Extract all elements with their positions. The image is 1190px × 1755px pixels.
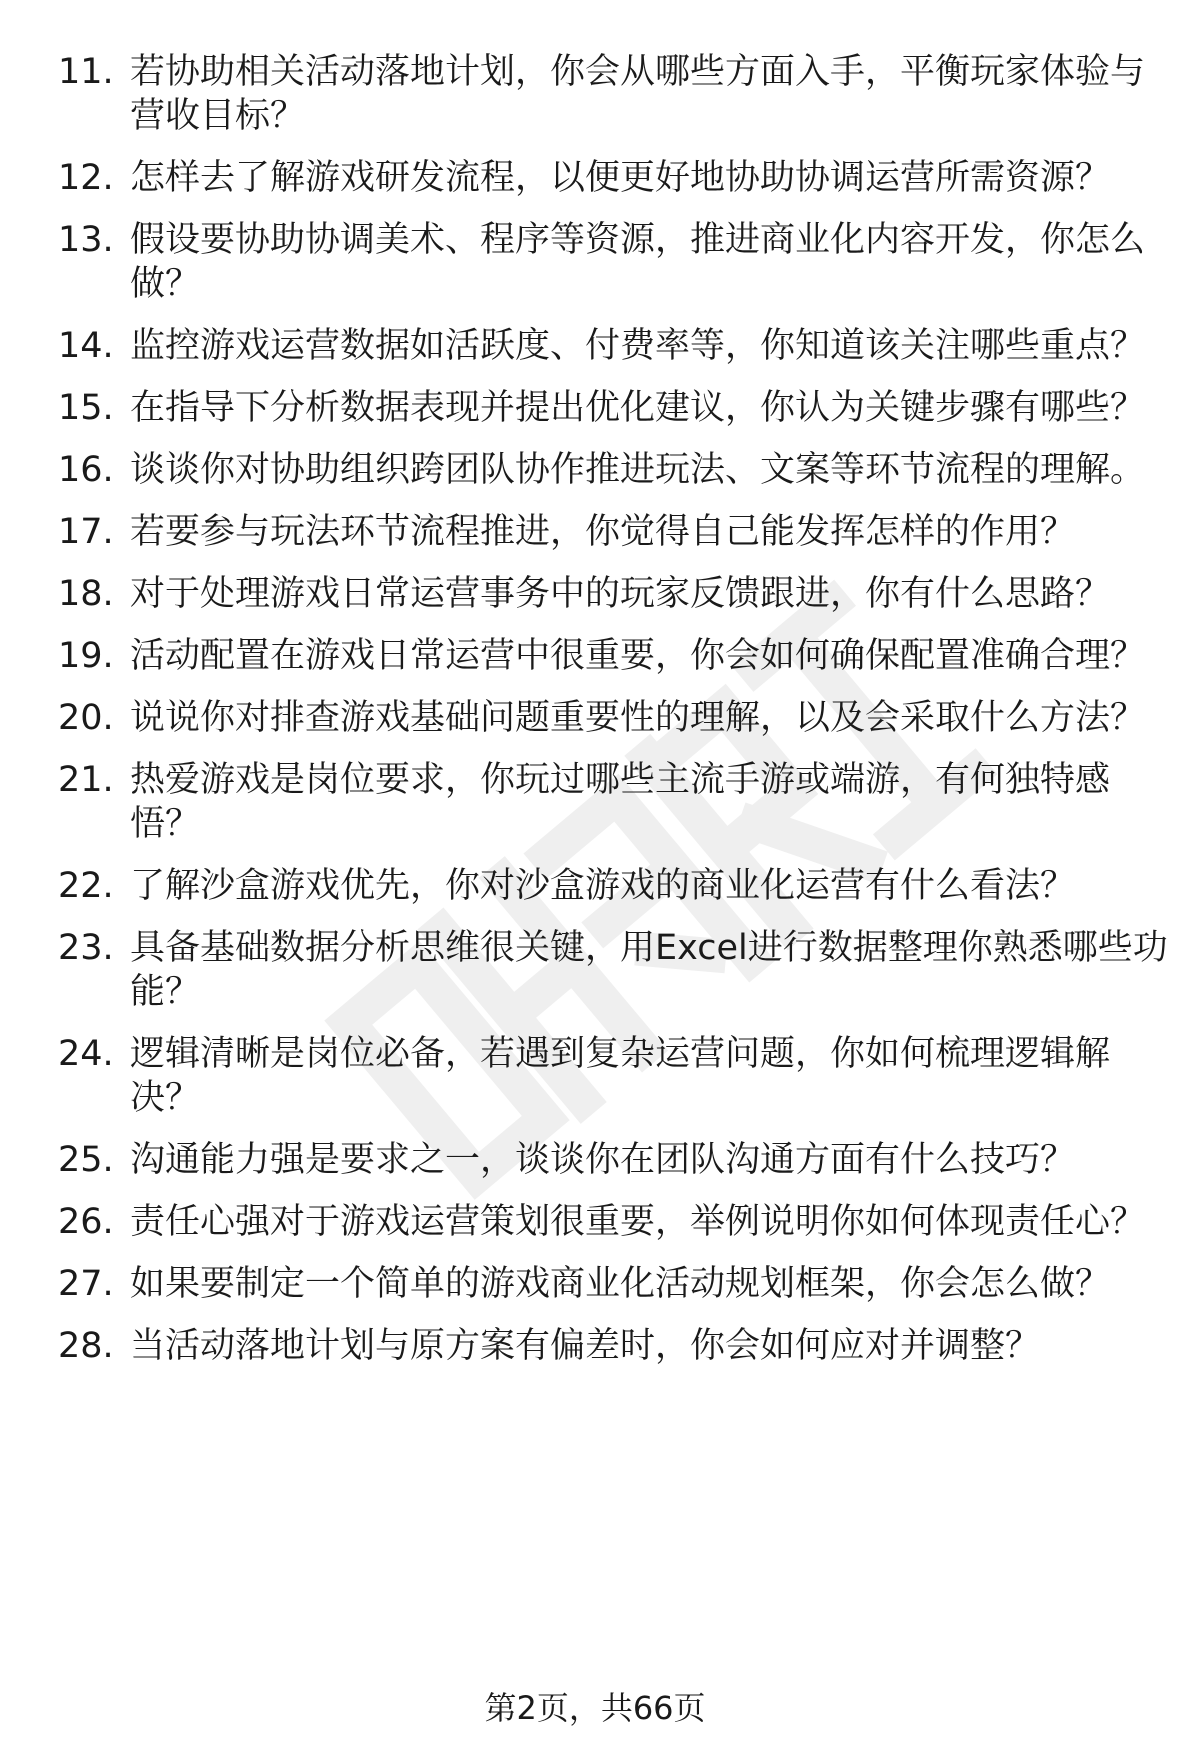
question-text: 若协助相关活动落地计划，你会从哪些方面入手，平衡玩家体验与营收目标？ bbox=[130, 52, 1146, 136]
question-number: 23. bbox=[58, 928, 114, 968]
list-item bbox=[58, 634, 1168, 678]
list-item bbox=[58, 1032, 1168, 1120]
list-item bbox=[58, 572, 1168, 616]
question-number: 24. bbox=[58, 1034, 114, 1074]
list-item bbox=[58, 864, 1168, 908]
list-item bbox=[58, 926, 1168, 1014]
question-text: 谈谈你对协助组织跨团队协作推进玩法、文案等环节流程的理解。 bbox=[130, 450, 1146, 490]
question-text: 了解沙盒游戏优先，你对沙盒游戏的商业化运营有什么看法？ bbox=[130, 866, 1076, 906]
list-item bbox=[58, 1138, 1168, 1182]
question-number: 16. bbox=[58, 450, 114, 490]
question-number: 26. bbox=[58, 1202, 114, 1242]
question-number: 20. bbox=[58, 698, 114, 738]
list-item bbox=[58, 510, 1168, 554]
question-number: 14. bbox=[58, 326, 114, 366]
question-text: 怎样去了解游戏研发流程，以便更好地协助协调运营所需资源？ bbox=[130, 158, 1111, 198]
question-number: 19. bbox=[58, 636, 114, 676]
question-text: 逻辑清晰是岗位必备，若遇到复杂运营问题，你如何梳理逻辑解决？ bbox=[130, 1034, 1111, 1118]
question-text: 若要参与玩法环节流程推进，你觉得自己能发挥怎样的作用？ bbox=[130, 512, 1076, 552]
question-number: 15. bbox=[58, 388, 114, 428]
question-text: 责任心强对于游戏运营策划很重要，举例说明你如何体现责任心？ bbox=[130, 1202, 1146, 1242]
question-text: 监控游戏运营数据如活跃度、付费率等，你知道该关注哪些重点？ bbox=[130, 326, 1146, 366]
question-text: 热爱游戏是岗位要求，你玩过哪些主流手游或端游，有何独特感悟？ bbox=[130, 760, 1111, 844]
question-number: 17. bbox=[58, 512, 114, 552]
list-item bbox=[58, 386, 1168, 430]
question-number: 11. bbox=[58, 52, 114, 92]
question-number: 13. bbox=[58, 220, 114, 260]
list-item bbox=[58, 758, 1168, 846]
list-item bbox=[58, 1324, 1168, 1368]
question-number: 12. bbox=[58, 158, 114, 198]
question-number: 27. bbox=[58, 1264, 114, 1304]
list-item bbox=[58, 696, 1168, 740]
question-text: 在指导下分析数据表现并提出优化建议，你认为关键步骤有哪些？ bbox=[130, 388, 1146, 428]
page-number-footer: 第2页，共66页 bbox=[484, 1689, 706, 1727]
list-item bbox=[58, 218, 1168, 306]
question-text: 当活动落地计划与原方案有偏差时，你会如何应对并调整？ bbox=[130, 1326, 1041, 1366]
question-list bbox=[58, 50, 1168, 1386]
list-item bbox=[58, 156, 1168, 200]
list-item bbox=[58, 1262, 1168, 1306]
list-item bbox=[58, 324, 1168, 368]
list-item bbox=[58, 1200, 1168, 1244]
question-text: 对于处理游戏日常运营事务中的玩家反馈跟进，你有什么思路？ bbox=[130, 574, 1111, 614]
question-number: 22. bbox=[58, 866, 114, 906]
question-number: 25. bbox=[58, 1140, 114, 1180]
question-text: 具备基础数据分析思维很关键，用Excel进行数据整理你熟悉哪些功能？ bbox=[130, 928, 1168, 1012]
question-number: 21. bbox=[58, 760, 114, 800]
list-item bbox=[58, 448, 1168, 492]
question-text: 沟通能力强是要求之一，谈谈你在团队沟通方面有什么技巧？ bbox=[130, 1140, 1076, 1180]
question-text: 活动配置在游戏日常运营中很重要，你会如何确保配置准确合理？ bbox=[130, 636, 1146, 676]
question-number: 18. bbox=[58, 574, 114, 614]
question-text: 假设要协助协调美术、程序等资源，推进商业化内容开发，你怎么做？ bbox=[130, 220, 1146, 304]
question-text: 说说你对排查游戏基础问题重要性的理解，以及会采取什么方法？ bbox=[130, 698, 1146, 738]
question-text: 如果要制定一个简单的游戏商业化活动规划框架，你会怎么做？ bbox=[130, 1264, 1111, 1304]
question-number: 28. bbox=[58, 1326, 114, 1366]
list-item bbox=[58, 50, 1168, 138]
